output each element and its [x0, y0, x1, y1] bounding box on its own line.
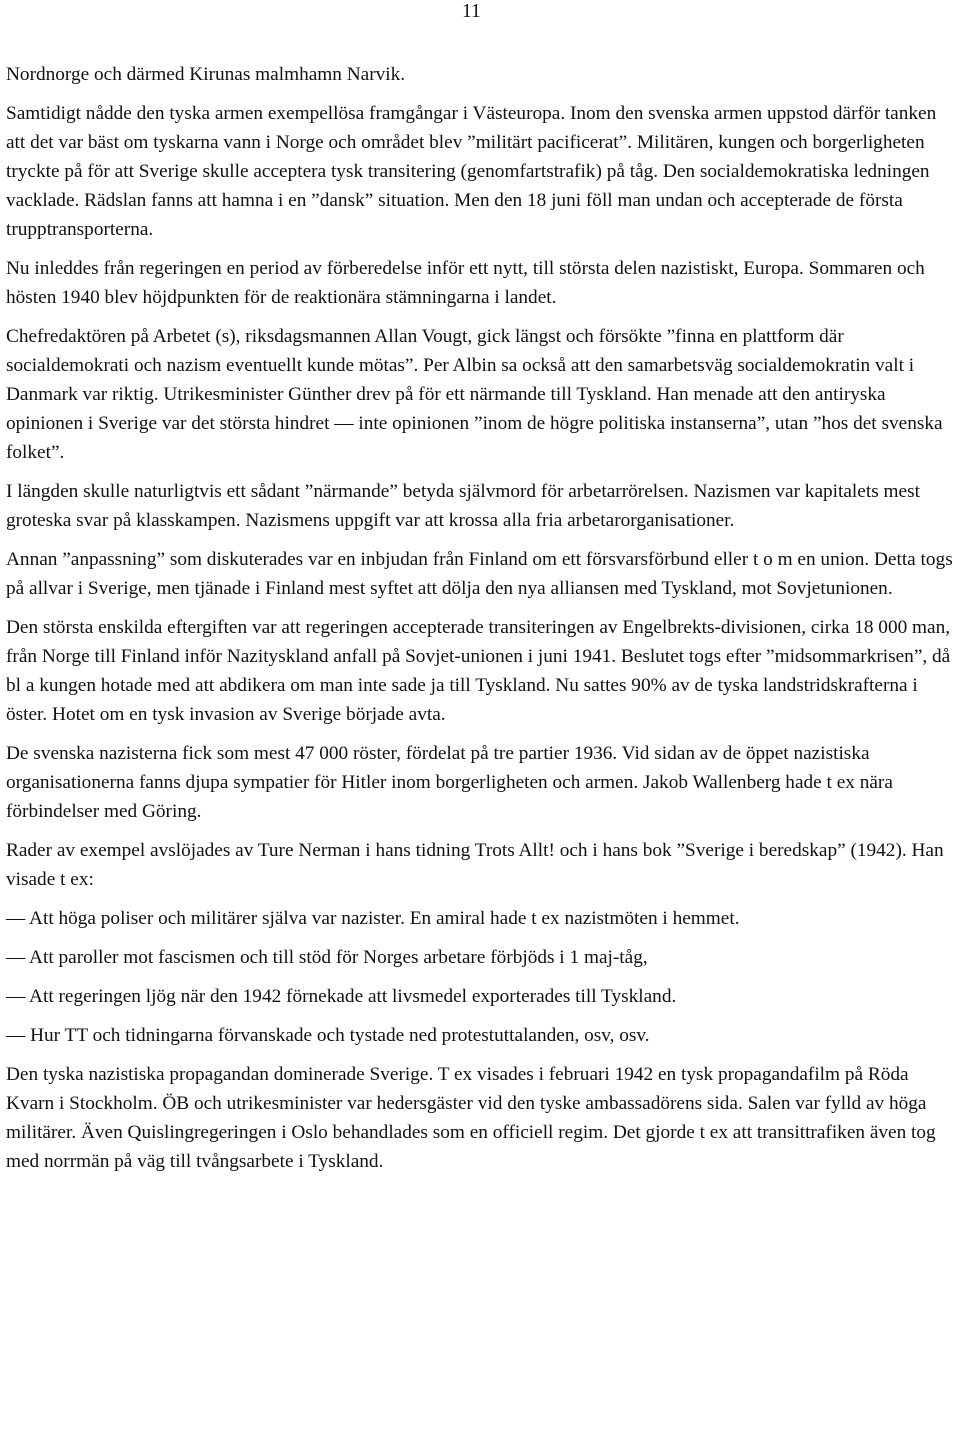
dash-list-item: — Hur TT och tidningarna förvanskade och tystade ned protestuttalanden, osv, osv.	[6, 1025, 650, 1046]
paragraph: Annan ”anpassning” som diskuterades var en inbjudan från Finland om ett försvarsförbund eller t o m en union. Detta togs på allvar i Sverige, men tjänade i Finland mest syftet att dölja den nya alliansen med Tyskland, mot Sovjetunionen.	[6, 549, 953, 599]
paragraph: Den tyska nazistiska propagandan dominerade Sverige. T ex visades i februari 1942 en tysk propagandafilm på Röda Kvarn i Stockholm. ÖB och utrikesminister var hedersgäster vid den tyske ambassadörens sida. Salen var fylld av höga militärer. Även Quislingregeringen i Oslo behandlades som en officiell regim. Det gjorde t ex att transittrafiken även tog med norrmän på väg till tvångsarbete i Tyskland.	[6, 1064, 936, 1172]
dash-list-item: — Att regeringen ljög när den 1942 förnekade att livsmedel exporterades till Tyskland.	[6, 986, 677, 1007]
paragraph: Den största enskilda eftergiften var att regeringen accepterade transiteringen av Engelbrekts-divisionen, cirka 18 000 man, från Norge till Finland inför Nazityskland anfall på Sovjet-unionen i juni 1941. Beslutet togs efter ”midsommarkrisen”, då bl a kungen hotade med att abdikera om man inte sade ja till Tyskland. Nu sattes 90% av de tyska landstridskrafterna i öster. Hotet om en tysk invasion av Sverige började avta.	[6, 617, 951, 725]
paragraph: Chefredaktören på Arbetet (s), riksdagsmannen Allan Vougt, gick längst och försökte ”finna en plattform där socialdemokrati och nazism eventuellt kunde mötas”. Per Albin sa också att den samarbetsväg socialdemokratin valt i Danmark var riktig. Utrikesminister Günther drev på för ett närmande till Tyskland. Han menade att den antiryska opinionen i Sverige var det största hindret — inte opinionen ”inom de högre politiska instanserna”, utan ”hos det svenska folket”.	[6, 326, 943, 463]
paragraph: Nordnorge och därmed Kirunas malmhamn Narvik.	[6, 64, 406, 85]
paragraph: I längden skulle naturligtvis ett sådant ”närmande” betyda självmord för arbetarrörelsen. Nazismen var kapitalets mest groteska svar på klasskampen. Nazismens uppgift var att krossa alla fria arbetarorganisationer.	[6, 481, 920, 531]
dash-list-item: — Att höga poliser och militärer själva var nazister. En amiral hade t ex nazistmöten i hemmet.	[6, 908, 740, 929]
paragraph: Rader av exempel avslöjades av Ture Nerman i hans tidning Trots Allt! och i hans bok ”Sverige i beredskap” (1942). Han visade t ex:	[6, 840, 944, 890]
paragraph: Samtidigt nådde den tyska armen exempellösa framgångar i Västeuropa. Inom den svenska armen uppstod därför tanken att det var bäst om tyskarna vann i Norge och området blev ”militärt pacificerat”. Militären, kungen och borgerligheten tryckte på för att Sverige skulle acceptera tysk transitering (genomfartstrafik) på tåg. Den socialdemokratiska ledningen vacklade. Rädslan fanns att hamna i en ”dansk” situation. Men den 18 juni föll man undan och accepterade de första trupptransporterna.	[6, 103, 937, 240]
paragraph: Nu inleddes från regeringen en period av förberedelse inför ett nytt, till största delen nazistiskt, Europa. Sommaren och hösten 1940 blev höjdpunkten för de reaktionära stämningarna i landet.	[6, 258, 925, 308]
dash-list-item: — Att paroller mot fascismen och till stöd för Norges arbetare förbjöds i 1 maj-tåg,	[6, 947, 648, 968]
paragraph: De svenska nazisterna fick som mest 47 000 röster, fördelat på tre partier 1936. Vid sidan av de öppet nazistiska organisationerna fanns djupa sympatier för Hitler inom borgerligheten och armen. Jakob Wallenberg hade t ex nära förbindelser med Göring.	[6, 743, 893, 822]
page-body	[6, 60, 956, 1186]
page-number: 11	[462, 1, 481, 22]
